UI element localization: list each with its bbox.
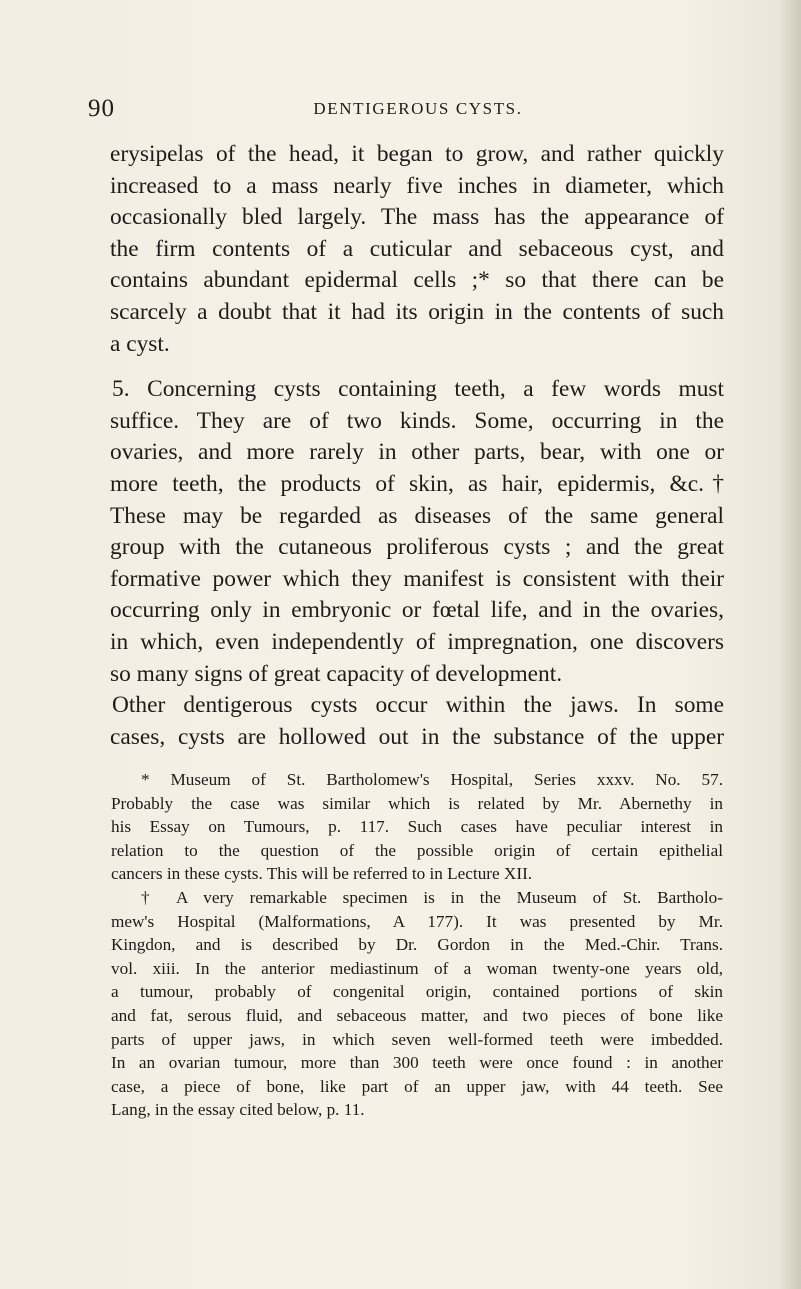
body-line: occurring only in embryonic or fœtal life, and in the ovaries, (110, 597, 724, 624)
body-line: so many signs of great capacity of development. (110, 660, 563, 687)
body-line: group with the cutaneous proliferous cysts ; and the great (110, 534, 724, 561)
footnote-line: parts of upper jaws, in which seven well-formed teeth were imbedded. (111, 1029, 723, 1049)
body-text (110, 139, 724, 753)
body-line: more teeth, the products of skin, as hair, epidermis, &c.† (110, 470, 724, 497)
footnote-line: * Museum of St. Bartholomew's Hospital, Series xxxv. No. 57. (141, 770, 723, 789)
footnote-line: † A very remarkable specimen is in the Museum of St. Bartholo- (141, 887, 723, 907)
footnote-line: Lang, in the essay cited below, p. 11. (111, 1100, 365, 1120)
paragraph-gap (110, 360, 724, 374)
footnote-line: Probably the case was similar which is related by Mr. Abernethy in (111, 793, 723, 813)
body-line: a cyst. (110, 330, 170, 357)
body-line: increased to a mass nearly five inches in diameter, which (110, 172, 724, 199)
body-line: scarcely a doubt that it had its origin in the contents of such (110, 298, 724, 325)
footnote-line: and fat, serous fluid, and sebaceous matter, and two pieces of bone like (111, 1005, 723, 1025)
footnote-line: vol. xiii. In the anterior mediastinum of a woman twenty-one years old, (111, 958, 723, 978)
footnote-line: mew's Hospital (Malformations, A 177). It was presented by Mr. (111, 911, 723, 931)
body-line: contains abundant epidermal cells ;* so that there can be (110, 267, 724, 294)
footnote-line: his Essay on Tumours, p. 117. Such cases have peculiar interest in (111, 817, 723, 837)
body-line: formative power which they manifest is consistent with their (110, 565, 724, 592)
body-line: ovaries, and more rarely in other parts, bear, with one or (110, 439, 724, 466)
body-line: suffice. They are of two kinds. Some, occurring in the (110, 407, 724, 434)
footnote-line: relation to the question of the possible origin of certain epithelial (111, 840, 723, 860)
footnote-line: cancers in these cysts. This will be referred to in Lecture XII. (111, 864, 533, 884)
body-line: These may be regarded as diseases of the same general (110, 502, 724, 529)
footnote-line: In an ovarian tumour, more than 300 teeth were once found : in another (111, 1053, 723, 1073)
running-head: DENTIGEROUS CYSTS. (313, 99, 523, 118)
page-edge-shadow (779, 0, 801, 1289)
body-line: cases, cysts are hollowed out in the substance of the upper (110, 723, 724, 750)
footnote-line: case, a piece of bone, like part of an upper jaw, with 44 teeth. See (111, 1076, 723, 1096)
body-line: occasionally bled largely. The mass has the appearance of (110, 204, 724, 231)
body-line: 5. Concerning cysts containing teeth, a few words must (112, 376, 724, 403)
body-line: in which, even independently of impregnation, one discovers (110, 628, 724, 655)
footnote-line: a tumour, probably of congenital origin, contained portions of skin (111, 982, 723, 1002)
body-line: erysipelas of the head, it began to grow, and rather quickly (110, 141, 724, 167)
page-header (88, 95, 728, 125)
footnotes (111, 768, 723, 1122)
body-line: Other dentigerous cysts occur within the jaws. In some (112, 692, 724, 719)
body-line: the firm contents of a cuticular and sebaceous cyst, and (110, 235, 724, 262)
page-number: 90 (88, 95, 115, 122)
footnote-line: Kingdon, and is described by Dr. Gordon in the Med.-Chir. Trans. (111, 935, 723, 955)
